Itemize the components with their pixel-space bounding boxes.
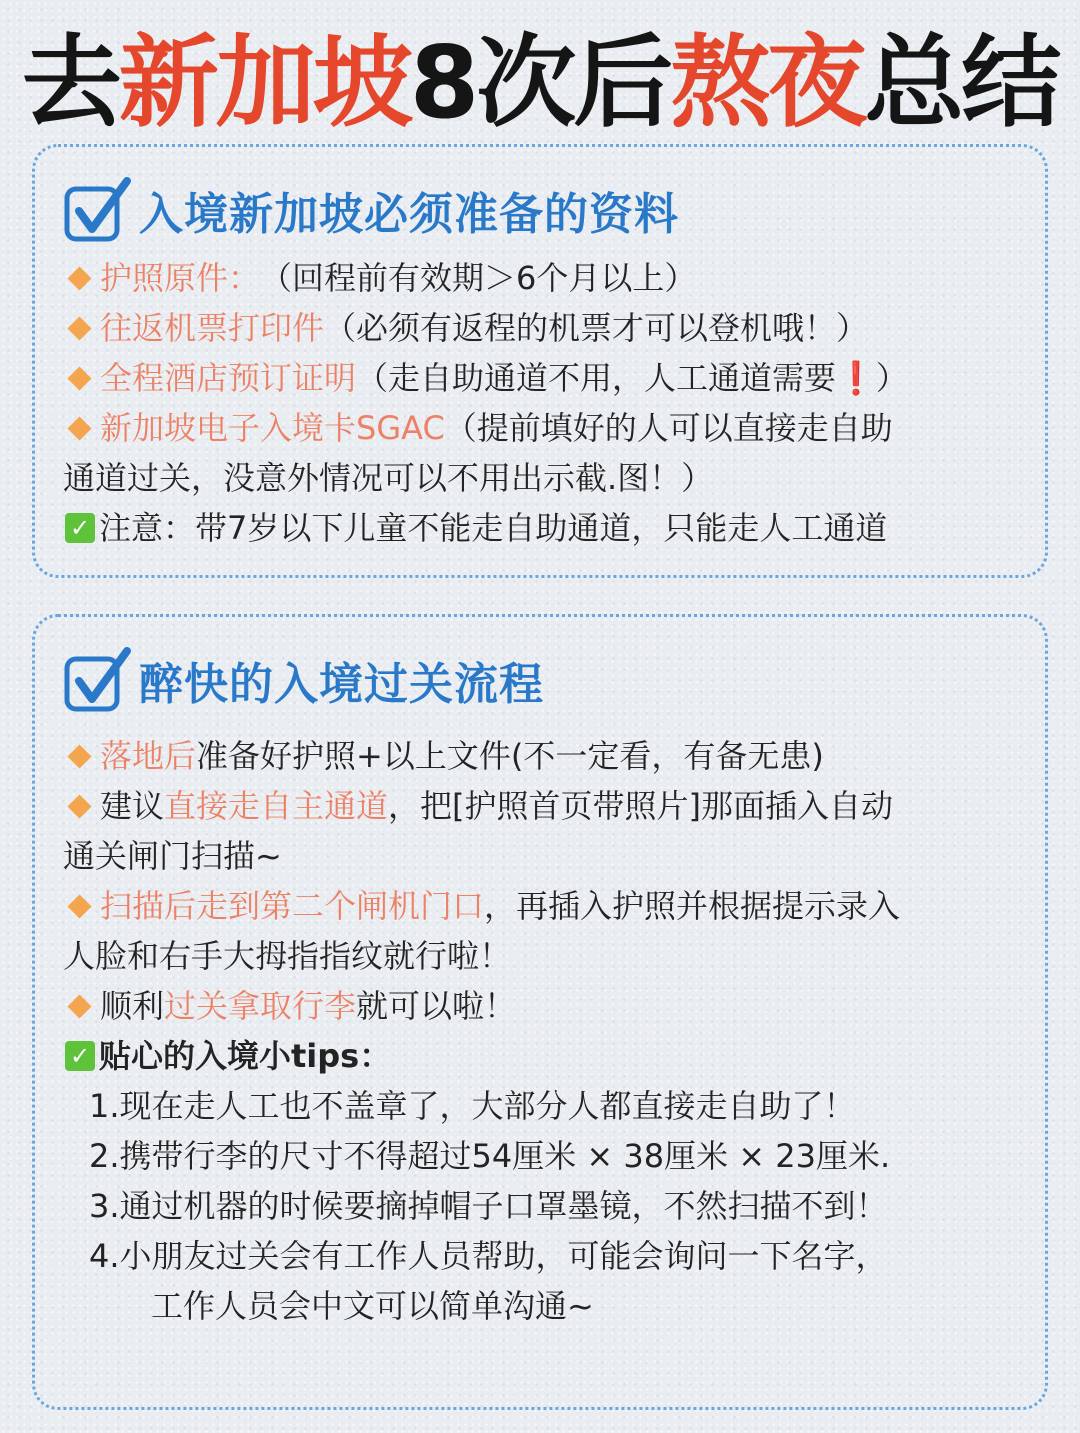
tip-item-continued: 工作人员会中文可以简单沟通~ xyxy=(151,1287,594,1325)
diamond-bullet-icon xyxy=(67,994,91,1018)
list-item xyxy=(63,781,1023,831)
title-part-3: 8次后 xyxy=(409,24,671,141)
checkbox-icon xyxy=(63,645,133,715)
tips-heading-text: 贴心的入境小tips： xyxy=(99,1037,392,1075)
process-card xyxy=(32,614,1048,1410)
diamond-bullet-icon xyxy=(67,266,91,290)
tip-item: 3.通过机器的时候要摘掉帽子口罩墨镜，不然扫描不到！ xyxy=(89,1187,888,1225)
step-highlight: 过关拿取行李 xyxy=(164,987,357,1025)
diamond-bullet-icon xyxy=(67,316,91,340)
diamond-bullet-icon xyxy=(67,794,91,818)
list-item-continued xyxy=(63,831,1023,881)
item-text: （提前填好的人可以直接走自助 xyxy=(444,409,893,447)
process-heading-text: 醉快的入境过关流程 xyxy=(139,659,544,710)
tip-item: 2.携带行李的尺寸不得超过54厘米 × 38厘米 × 23厘米. xyxy=(89,1137,891,1175)
step-text-continued: 通关闸门扫描~ xyxy=(63,837,282,875)
green-check-icon: ✓ xyxy=(65,1041,95,1071)
green-check-icon: ✓ xyxy=(65,513,95,543)
diamond-bullet-icon xyxy=(67,366,91,390)
title-part-1: 去 xyxy=(21,24,119,141)
tips-list xyxy=(63,1081,1023,1331)
item-label: 往返机票打印件 xyxy=(100,309,325,347)
step-prefix: 顺利 xyxy=(100,987,165,1025)
documents-heading xyxy=(63,175,679,245)
title-part-2: 新加坡 xyxy=(118,24,410,141)
diamond-bullet-icon xyxy=(67,894,91,918)
documents-list xyxy=(63,253,1023,553)
title-part-4: 熬夜 xyxy=(670,24,865,141)
list-item xyxy=(63,253,1023,303)
list-item xyxy=(63,303,1023,353)
item-text: （走自助通道不用，人工通道需要 xyxy=(356,359,837,397)
step-highlight: 扫描后走到第二个闸机门口 xyxy=(100,887,485,925)
page-title xyxy=(0,18,1080,141)
note-text: 注意：带7岁以下儿童不能走自助通道，只能走人工通道 xyxy=(99,509,888,547)
item-label: 护照原件： xyxy=(100,259,261,297)
list-item xyxy=(63,353,1023,403)
process-list xyxy=(63,731,1023,1331)
step-prefix: 建议 xyxy=(100,787,165,825)
step-text-continued: 人脸和右手大拇指指纹就行啦！ xyxy=(63,937,512,975)
tip-item: 1.现在走人工也不盖章了，大部分人都直接走自助了！ xyxy=(89,1087,856,1125)
item-text-end: ） xyxy=(875,359,908,397)
step-text: 就可以啦！ xyxy=(356,987,517,1025)
list-item-continued xyxy=(63,931,1023,981)
tip-item: 4.小朋友过关会有工作人员帮助，可能会询问一下名字， xyxy=(89,1237,888,1275)
process-heading xyxy=(63,645,544,715)
step-highlight: 落地后 xyxy=(100,737,197,775)
note xyxy=(63,503,1023,553)
list-item xyxy=(63,403,1023,453)
documents-card xyxy=(32,144,1048,578)
list-item xyxy=(63,731,1023,781)
list-item-continued xyxy=(63,453,1023,503)
item-text-continued: 通道过关，没意外情况可以不用出示截.图！） xyxy=(63,459,714,497)
step-highlight: 直接走自主通道 xyxy=(164,787,389,825)
documents-heading-text: 入境新加坡必须准备的资料 xyxy=(139,189,679,240)
diamond-bullet-icon xyxy=(67,744,91,768)
title-part-5: 总结 xyxy=(864,24,1059,141)
checkbox-icon xyxy=(63,175,133,245)
step-text: ，把[护照首页带照片]那面插入自动 xyxy=(388,787,894,825)
tips-heading xyxy=(63,1031,1023,1081)
step-text: ，再插入护照并根据提示录入 xyxy=(484,887,901,925)
item-label: 新加坡电子入境卡SGAC xyxy=(100,409,445,447)
step-text: 准备好护照+以上文件(不一定看，有备无患) xyxy=(196,737,824,775)
item-text: （必须有返程的机票才可以登机哦！） xyxy=(324,309,869,347)
list-item xyxy=(63,981,1023,1031)
item-label: 全程酒店预订证明 xyxy=(100,359,357,397)
exclamation-icon: ❗ xyxy=(836,359,876,397)
list-item xyxy=(63,881,1023,931)
diamond-bullet-icon xyxy=(67,416,91,440)
item-text: （回程前有效期＞6个月以上） xyxy=(260,259,697,297)
